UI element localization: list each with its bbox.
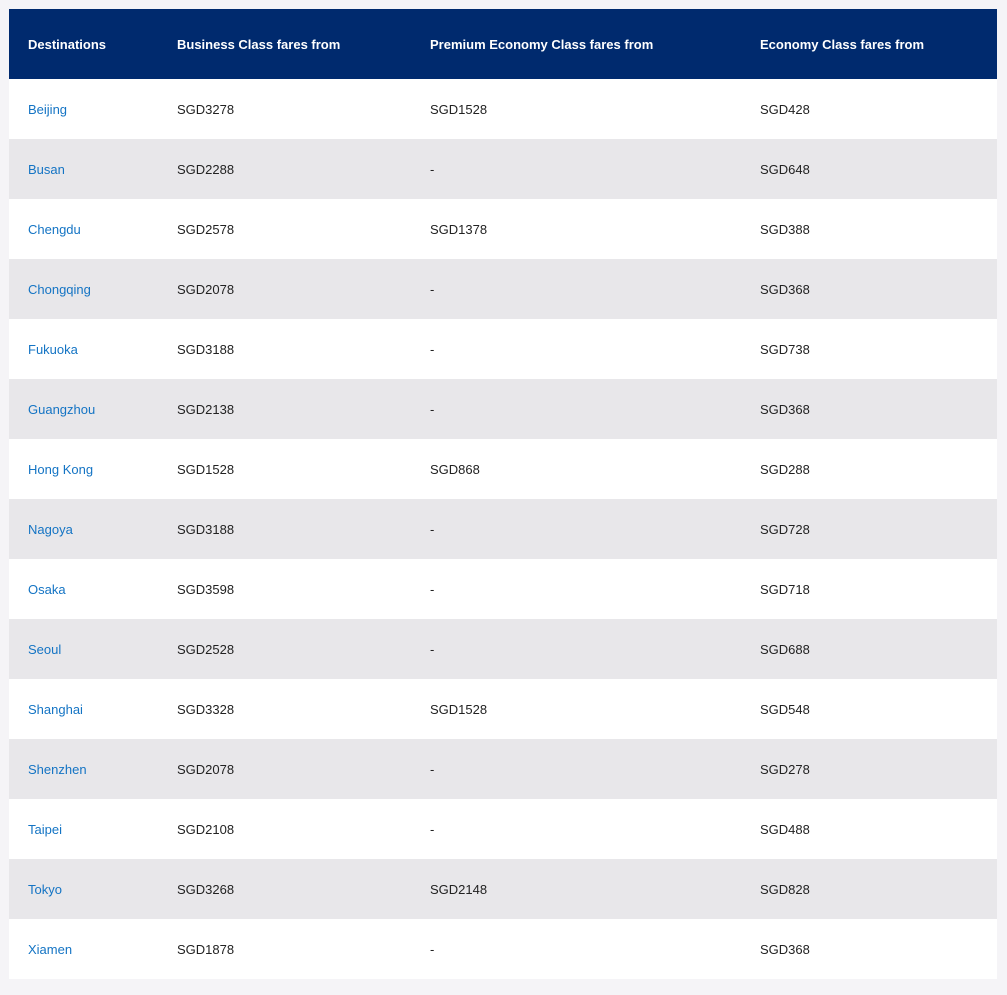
economy-fare-cell: SGD688	[760, 641, 810, 657]
premium-economy-fare-cell: -	[430, 521, 435, 537]
fares-table	[9, 9, 997, 979]
header-business: Business Class fares from	[177, 36, 341, 52]
economy-fare-cell: SGD828	[760, 881, 810, 897]
destination-link[interactable]: Guangzhou	[28, 401, 96, 417]
economy-fare-cell: SGD488	[760, 821, 810, 837]
destination-link[interactable]: Busan	[28, 161, 65, 177]
destination-cell	[9, 139, 177, 199]
economy-fare-cell: SGD368	[760, 281, 810, 297]
table-row	[9, 139, 997, 199]
destination-cell	[9, 199, 177, 259]
destination-link[interactable]: Tokyo	[28, 881, 62, 897]
premium-economy-fare-cell: -	[430, 761, 435, 777]
destination-cell	[9, 799, 177, 859]
destination-cell	[9, 679, 177, 739]
destination-link[interactable]: Osaka	[28, 581, 66, 597]
header-premium-economy: Premium Economy Class fares from	[430, 36, 654, 52]
business-fare-cell: SGD2578	[177, 221, 235, 237]
economy-fare-cell: SGD718	[760, 581, 810, 597]
business-fare-cell: SGD3598	[177, 581, 235, 597]
premium-economy-fare-cell: -	[430, 581, 435, 597]
destination-cell	[9, 439, 177, 499]
economy-fare-cell: SGD288	[760, 461, 810, 477]
business-fare-cell: SGD3268	[177, 881, 235, 897]
table-row	[9, 199, 997, 259]
table-row	[9, 859, 997, 919]
destination-cell	[9, 919, 177, 979]
table-row	[9, 679, 997, 739]
table-row	[9, 259, 997, 319]
premium-economy-fare-cell: -	[430, 281, 435, 297]
business-fare-cell: SGD3188	[177, 341, 235, 357]
destination-link[interactable]: Xiamen	[28, 941, 73, 957]
table-row	[9, 439, 997, 499]
destination-link[interactable]: Shanghai	[28, 701, 83, 717]
premium-economy-fare-cell: -	[430, 161, 435, 177]
premium-economy-fare-cell: -	[430, 341, 435, 357]
destination-link[interactable]: Taipei	[28, 821, 62, 837]
premium-economy-fare-cell: -	[430, 401, 435, 417]
premium-economy-fare-cell: -	[430, 641, 435, 657]
economy-fare-cell: SGD548	[760, 701, 810, 717]
business-fare-cell: SGD2078	[177, 281, 235, 297]
premium-economy-fare-cell: SGD1528	[430, 101, 488, 117]
header-economy: Economy Class fares from	[760, 36, 925, 52]
table-row	[9, 919, 997, 979]
economy-fare-cell: SGD278	[760, 761, 810, 777]
economy-fare-cell: SGD738	[760, 341, 810, 357]
destination-cell	[9, 859, 177, 919]
header-destinations: Destinations	[28, 36, 107, 52]
premium-economy-fare-cell: SGD1378	[430, 221, 488, 237]
table-body	[9, 79, 997, 979]
business-fare-cell: SGD1528	[177, 461, 235, 477]
business-fare-cell: SGD2288	[177, 161, 235, 177]
economy-fare-cell: SGD648	[760, 161, 810, 177]
header-row	[9, 9, 997, 79]
table-row	[9, 799, 997, 859]
business-fare-cell: SGD2528	[177, 641, 235, 657]
table-row	[9, 559, 997, 619]
table-row	[9, 619, 997, 679]
table-row	[9, 739, 997, 799]
destination-link[interactable]: Chengdu	[28, 221, 81, 237]
table-header	[9, 9, 997, 79]
destination-cell	[9, 559, 177, 619]
table-row	[9, 379, 997, 439]
business-fare-cell: SGD2078	[177, 761, 235, 777]
destination-cell	[9, 259, 177, 319]
destination-link[interactable]: Shenzhen	[28, 761, 87, 777]
destination-cell	[9, 619, 177, 679]
economy-fare-cell: SGD368	[760, 401, 810, 417]
economy-fare-cell: SGD388	[760, 221, 810, 237]
business-fare-cell: SGD3328	[177, 701, 235, 717]
premium-economy-fare-cell: SGD2148	[430, 881, 488, 897]
business-fare-cell: SGD3278	[177, 101, 235, 117]
destination-link[interactable]: Nagoya	[28, 521, 73, 537]
premium-economy-fare-cell: -	[430, 821, 435, 837]
destination-cell	[9, 319, 177, 379]
table-row	[9, 319, 997, 379]
destination-link[interactable]: Beijing	[28, 101, 68, 117]
business-fare-cell: SGD2138	[177, 401, 235, 417]
business-fare-cell: SGD1878	[177, 941, 235, 957]
table-row	[9, 499, 997, 559]
destination-cell	[9, 739, 177, 799]
premium-economy-fare-cell: SGD1528	[430, 701, 488, 717]
destination-cell	[9, 499, 177, 559]
economy-fare-cell: SGD728	[760, 521, 810, 537]
destination-cell	[9, 79, 177, 139]
economy-fare-cell: SGD368	[760, 941, 810, 957]
destination-link[interactable]: Hong Kong	[28, 461, 94, 477]
premium-economy-fare-cell: -	[430, 941, 435, 957]
business-fare-cell: SGD3188	[177, 521, 235, 537]
destination-link[interactable]: Seoul	[28, 641, 62, 657]
table-row	[9, 79, 997, 139]
premium-economy-fare-cell: SGD868	[430, 461, 480, 477]
economy-fare-cell: SGD428	[760, 101, 810, 117]
destination-link[interactable]: Fukuoka	[28, 341, 78, 357]
destination-cell	[9, 379, 177, 439]
destination-link[interactable]: Chongqing	[28, 281, 91, 297]
business-fare-cell: SGD2108	[177, 821, 235, 837]
